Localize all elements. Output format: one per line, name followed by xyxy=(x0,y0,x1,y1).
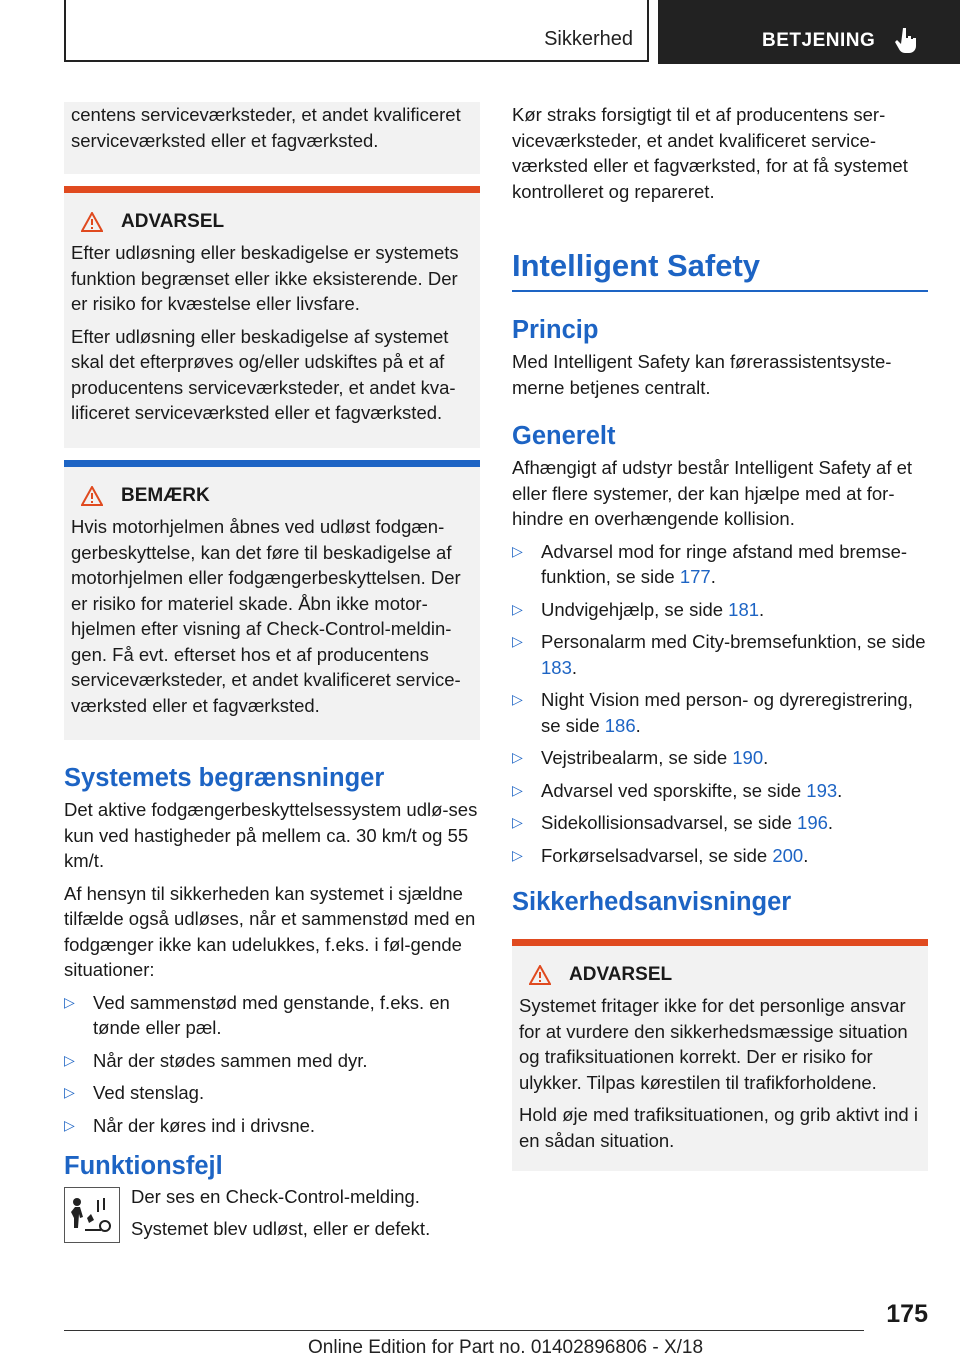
warning-box xyxy=(64,186,480,448)
triangle-bullet-icon: ▷ xyxy=(64,1116,75,1133)
footer-rule xyxy=(64,1330,864,1331)
triangle-bullet-icon: ▷ xyxy=(512,542,523,559)
header-section-tab xyxy=(64,0,649,62)
hand-pointer-icon xyxy=(894,26,920,54)
list-item: ▷ Sidekollisionsadvarsel, se side 196. xyxy=(512,810,928,836)
continued-text: centens serviceværksteder, et andet kvalificeret serviceværksted eller et fagværksted. xyxy=(71,104,461,151)
warning-triangle-icon xyxy=(529,965,551,985)
note-paragraph: Hvis motorhjelmen åbnes ved udløst fodgæn-gerbeskyttelse, kan det føre til beskadigelse af motorhjelmen eller fodgængerbeskyttelsen. Der er risiko for materiel skade. Åbn ikke motor-hjelmen efter visning af Check-Control-meldin-gen. Få evt. efterset hos et af producentens serviceværksteder, et andet kvalificeret service-værksted eller et fagværksted. xyxy=(71,516,461,716)
limits-section xyxy=(64,764,480,1138)
systems-list xyxy=(512,539,928,869)
malfunction-section xyxy=(64,1152,480,1247)
warning-paragraph-2: Efter udløsning eller beskadigelse af systemet skal det efterprøves og/eller udskiftes på et af producentens serviceværksteder, et andet kva-lificeret serviceværksted eller et fagværksted. xyxy=(71,325,456,423)
triangle-bullet-icon: ▷ xyxy=(512,749,523,765)
right-column xyxy=(512,102,928,1171)
note-box xyxy=(64,460,480,740)
page-link[interactable]: 196 xyxy=(797,812,828,833)
malfunction-heading: Funktionsfejl xyxy=(64,1152,223,1180)
triangle-bullet-icon: ▷ xyxy=(512,600,523,617)
list-item: ▷ Night Vision med person- og dyreregistrering, se side 186. xyxy=(512,689,913,736)
limits-list xyxy=(64,990,480,1139)
safety-warning-heading xyxy=(529,964,921,986)
chapter-heading: Intelligent Safety xyxy=(512,248,761,283)
header-chapter-tab xyxy=(658,0,960,64)
triangle-bullet-icon: ▷ xyxy=(512,781,523,798)
warning-triangle-icon xyxy=(81,212,103,232)
intro-paragraph: Kør straks forsigtigt til et af producentens ser-viceværksteder, et andet kvalificeret service-værksted eller et fagværksted, for at få systemet kontrolleret og repareret. xyxy=(512,104,908,202)
list-item: ▷ Forkørselsadvarsel, se side 200. xyxy=(512,843,928,869)
triangle-bullet-icon: ▷ xyxy=(512,691,523,707)
page-link[interactable]: 193 xyxy=(806,779,838,801)
caution-triangle-icon xyxy=(81,486,103,506)
pedestrian-protection-icon xyxy=(64,1187,120,1243)
malfunction-line-2: Systemet blev udløst, eller er defekt. xyxy=(131,1218,431,1239)
list-item: ▷ Personalarm med City-bremsefunktion, se side 183. xyxy=(512,631,926,678)
header-chapter-title: BETJENING xyxy=(762,30,876,51)
note-title: BEMÆRK xyxy=(121,485,210,506)
safety-warning-title: ADVARSEL xyxy=(569,964,673,985)
triangle-bullet-icon: ▷ xyxy=(64,1051,75,1068)
triangle-bullet-icon: ▷ xyxy=(512,846,523,863)
page-link[interactable]: 177 xyxy=(679,566,711,587)
triangle-bullet-icon: ▷ xyxy=(64,1084,75,1100)
safety-warning-box xyxy=(512,939,928,1171)
principle-heading: Princip xyxy=(512,316,599,344)
list-item: ▷ Når der køres ind i drivsne. xyxy=(64,1113,480,1139)
safety-warning-paragraph-1: Systemet fritager ikke for det personlige ansvar for at vurdere den sikkerhedsmæssige situation og trafiksituationen korrekt. Der er risiko for ulykker. Tilpas kørestilen til trafikforholdene. xyxy=(519,995,908,1093)
continued-box xyxy=(64,102,480,174)
triangle-bullet-icon: ▷ xyxy=(64,993,75,1010)
list-item: ▷ Når der stødes sammen med dyr. xyxy=(64,1048,480,1074)
malfunction-line-1: Der ses en Check-Control-melding. xyxy=(131,1186,420,1207)
general-heading: Generelt xyxy=(512,422,616,450)
limits-paragraph-2: Af hensyn til sikkerheden kan systemet i sjældne tilfælde også udløses, når et sammenstød med en fodgænger ikke kan udelukkes, f.eks. i føl-gende situationer: xyxy=(64,882,476,980)
warning-paragraph-1: Efter udløsning eller beskadigelse er systemets funktion begrænset eller ikke eksisterende. Der er risiko for kvæstelse eller livsfare. xyxy=(71,242,459,314)
triangle-bullet-icon: ▷ xyxy=(512,633,523,649)
list-item: ▷ Advarsel ved sporskifte, se side 193. xyxy=(512,778,928,804)
page-number: 175 xyxy=(886,1300,928,1328)
page-link[interactable]: 200 xyxy=(772,844,804,866)
page-link[interactable]: 181 xyxy=(728,598,760,620)
note-heading xyxy=(81,485,473,507)
list-item: ▷ Ved sammenstød med genstande, f.eks. en tønde eller pæl. xyxy=(64,991,450,1038)
page-link[interactable]: 190 xyxy=(732,747,764,768)
list-item: ▷ Vejstribealarm, se side 190. xyxy=(512,745,928,771)
safety-heading: Sikkerhedsanvisninger xyxy=(512,888,792,916)
page-link[interactable]: 186 xyxy=(604,714,636,736)
heading-rule xyxy=(512,290,928,292)
list-item: ▷ Advarsel mod for ringe afstand med bremse-funktion, se side 177. xyxy=(512,540,908,587)
header-section-title: Sikkerhed xyxy=(544,28,633,50)
warning-title: ADVARSEL xyxy=(121,211,225,232)
list-item: ▷ Ved stenslag. xyxy=(64,1080,480,1106)
malfunction-body xyxy=(64,1187,480,1247)
page-link[interactable]: 183 xyxy=(541,656,572,678)
triangle-bullet-icon: ▷ xyxy=(512,814,523,830)
list-item: ▷ Undvigehjælp, se side 181. xyxy=(512,597,928,623)
warning-heading xyxy=(81,211,473,233)
limits-paragraph-1: Det aktive fodgængerbeskyttelsessystem udlø-ses kun ved hastigheder på mellem ca. 30 km/t og 55 km/t. xyxy=(64,799,478,871)
left-column xyxy=(64,102,480,1247)
general-text: Afhængigt af udstyr består Intelligent Safety af et eller flere systemer, der kan hjælpe med at for-hindre en overhængende kollision. xyxy=(512,457,913,529)
safety-warning-paragraph-2: Hold øje med trafiksituationen, og grib aktivt ind i en sådan situation. xyxy=(519,1104,918,1151)
edition-note: Online Edition for Part no. 01402896806 - X/18 xyxy=(308,1337,704,1358)
limits-heading: Systemets begrænsninger xyxy=(64,764,385,792)
principle-text: Med Intelligent Safety kan førerassistentsyste-merne betjenes centralt. xyxy=(512,351,892,398)
